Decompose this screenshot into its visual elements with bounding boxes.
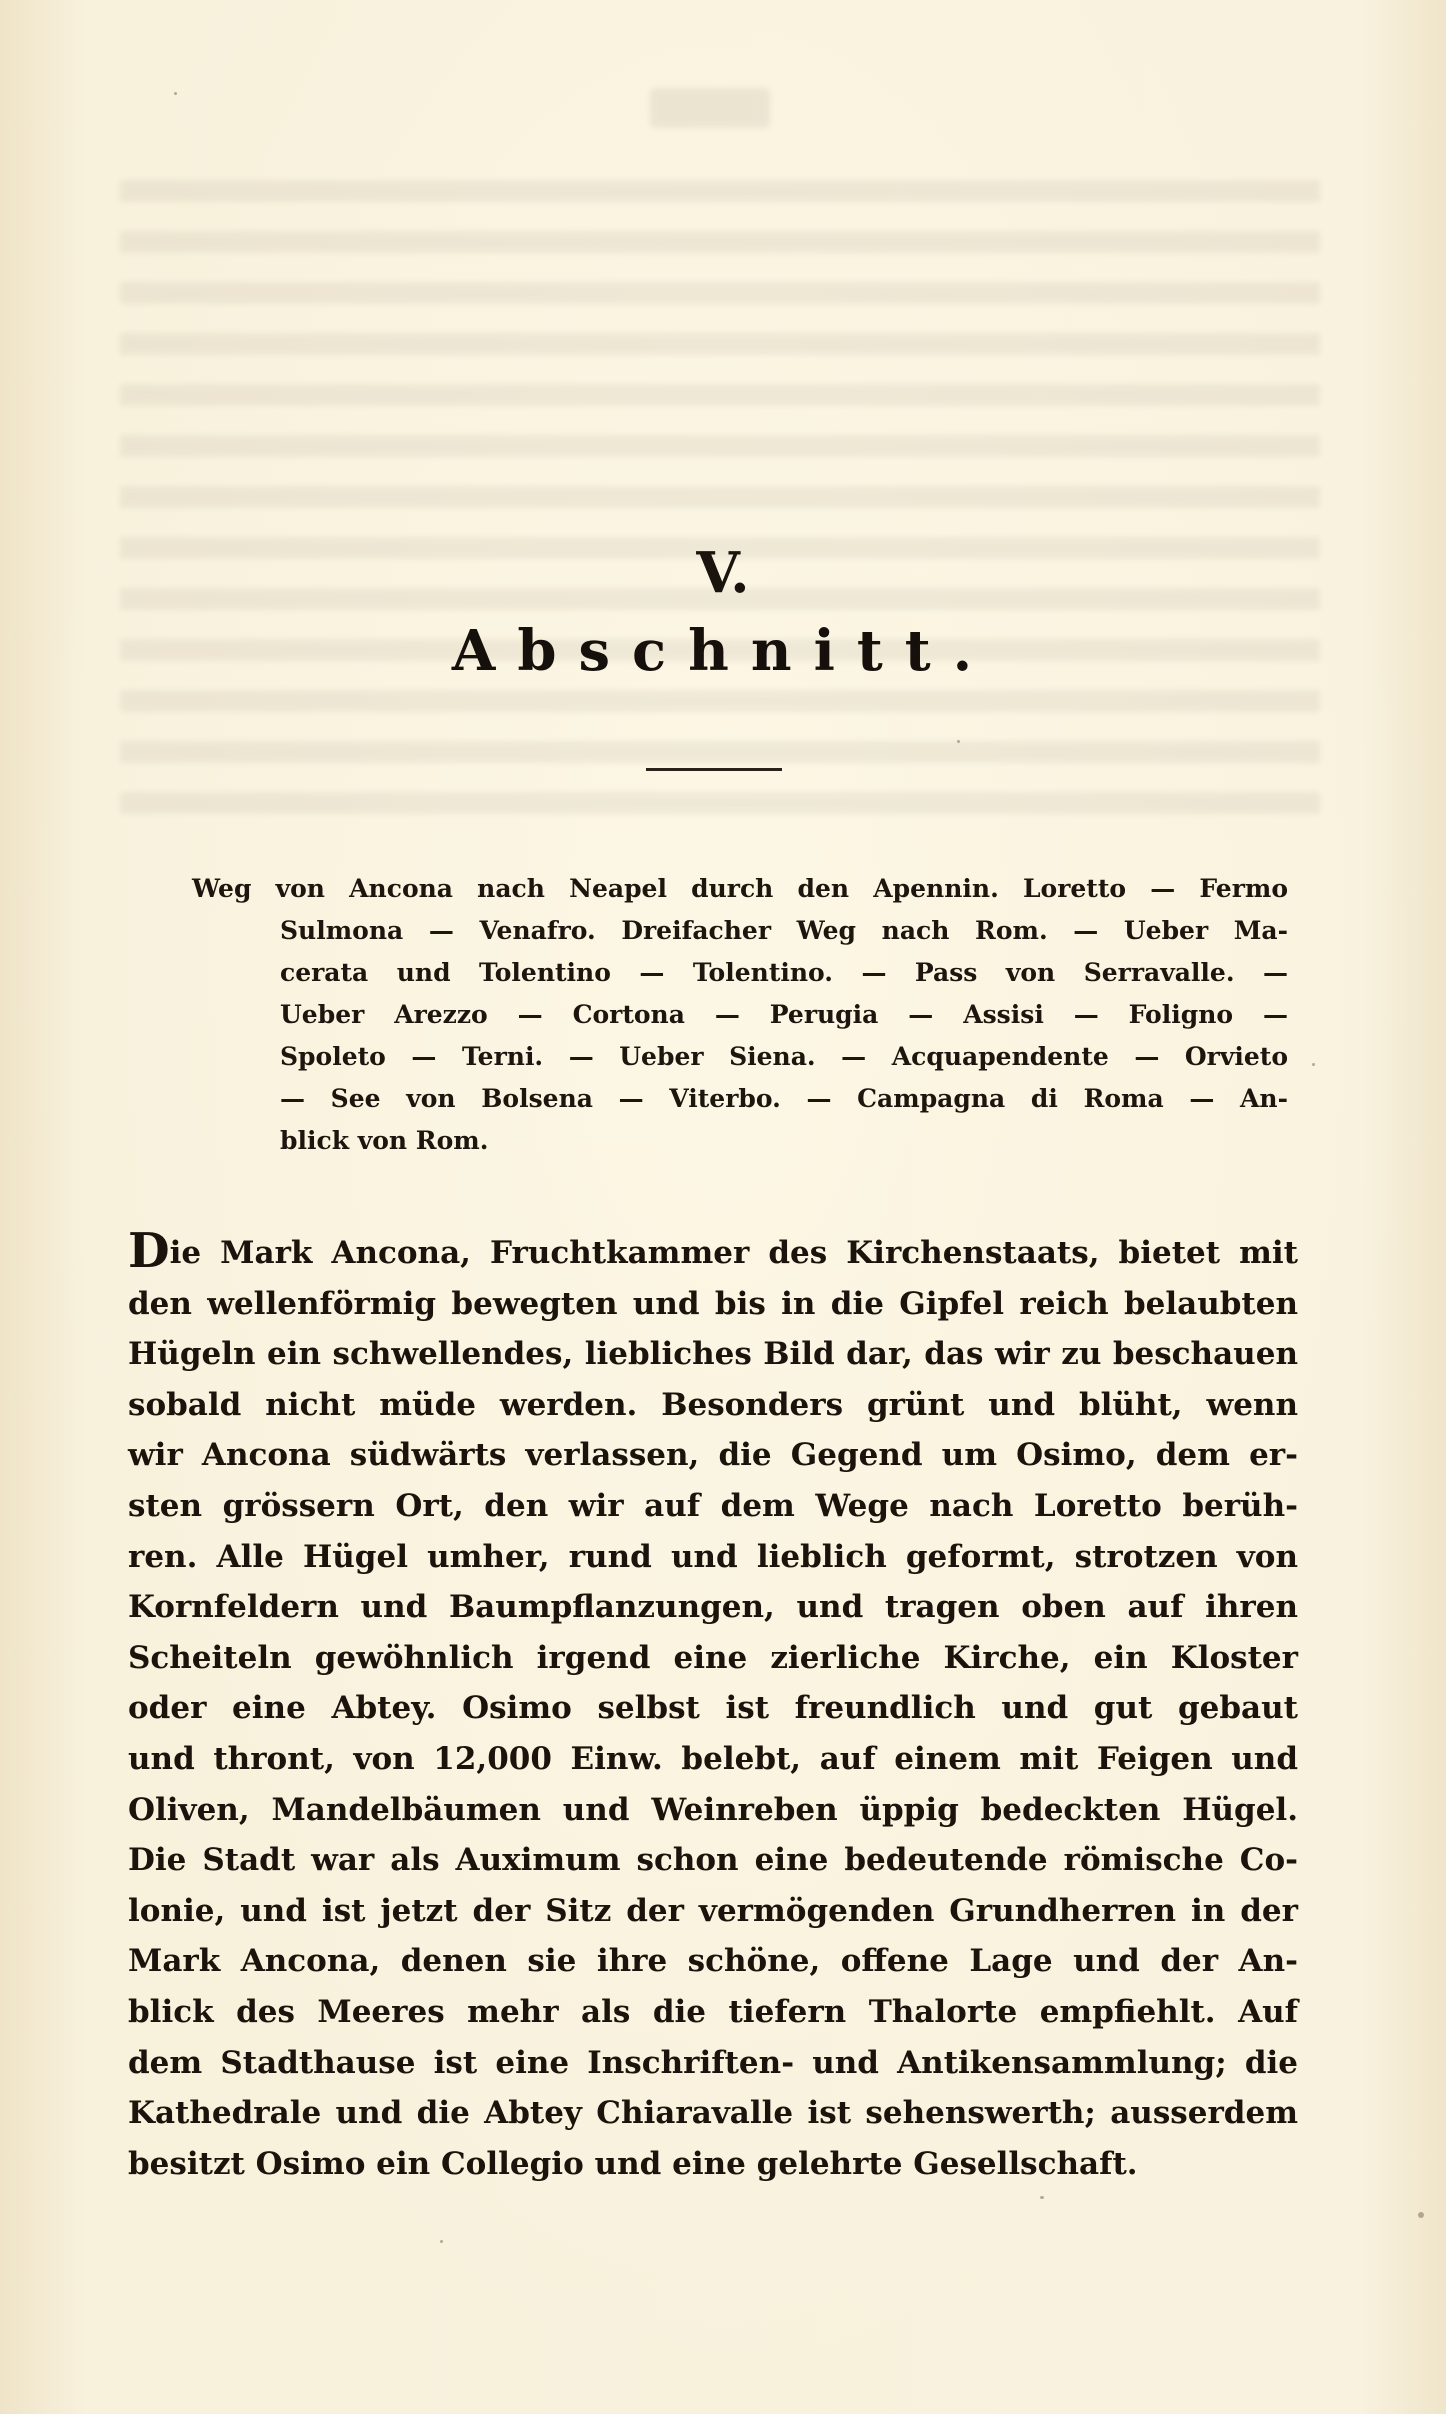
body-line: Oliven, Mandelbäumen und Weinreben üppig bedeckten Hügel. <box>128 1791 1298 1828</box>
bleed-through-text <box>120 180 1320 820</box>
body-line: wir Ancona südwärts verlassen, die Gegend um Osimo, dem er- <box>128 1437 1298 1474</box>
summary-line: Weg von Ancona nach Neapel durch den Apennin. Loretto — Fermo <box>192 874 1288 903</box>
section-number: V. <box>696 540 750 606</box>
body-line: den wellenförmig bewegten und bis in die Gipfel reich belaubten <box>128 1285 1298 1322</box>
chapter-summary <box>192 868 1288 1162</box>
paper-speck <box>1040 2196 1044 2199</box>
body-paragraph <box>128 1223 1298 2189</box>
paper-speck <box>957 740 960 743</box>
body-line: sobald nicht müde werden. Besonders grünt und blüht, wenn <box>128 1386 1298 1423</box>
paper-speck <box>440 2240 443 2243</box>
drop-cap: D <box>128 1223 170 1279</box>
body-line: sten grössern Ort, den wir auf dem Wege nach Loretto berüh- <box>128 1487 1298 1524</box>
body-line: und thront, von 12,000 Einw. belebt, auf einem mit Feigen und <box>128 1740 1298 1777</box>
body-line: Hügeln ein schwellendes, liebliches Bild dar, das wir zu beschauen <box>128 1336 1298 1373</box>
body-line: Mark Ancona, denen sie ihre schöne, offene Lage und der An- <box>128 1943 1298 1980</box>
body-line: Kornfeldern und Baumpflanzungen, und tragen oben auf ihren <box>128 1589 1298 1626</box>
body-line: Scheiteln gewöhnlich irgend eine zierliche Kirche, ein Kloster <box>128 1639 1298 1676</box>
body-line: Die Stadt war als Auximum schon eine bedeutende römische Co- <box>128 1842 1298 1879</box>
body-line: oder eine Abtey. Osimo selbst ist freundlich und gut gebaut <box>128 1690 1298 1727</box>
paper-speck <box>1312 1063 1315 1066</box>
body-first-line <box>128 1223 1298 1279</box>
summary-line: Spoleto — Terni. — Ueber Siena. — Acquapendente — Orvieto <box>280 1042 1288 1071</box>
summary-line: blick von Rom. <box>280 1126 489 1155</box>
heading-divider <box>646 768 782 771</box>
body-line: dem Stadthause ist eine Inschriften- und Antikensammlung; die <box>128 2044 1298 2081</box>
bleed-through-page-number <box>650 88 770 128</box>
body-line: Kathedrale und die Abtey Chiaravalle ist sehenswerth; ausserdem <box>128 2095 1298 2132</box>
section-title: Abschnitt. <box>451 618 995 684</box>
first-line-text: ie Mark Ancona, Fruchtkammer des Kirchenstaats, bietet mit <box>169 1235 1298 1271</box>
body-line: ren. Alle Hügel umher, rund und lieblich geformt, strotzen von <box>128 1538 1298 1575</box>
paper-speck <box>174 92 177 95</box>
summary-line: cerata und Tolentino — Tolentino. — Pass von Serravalle. — <box>280 958 1288 987</box>
body-line: besitzt Osimo ein Collegio und eine gelehrte Gesellschaft. <box>128 2145 1138 2182</box>
paper-speck <box>1418 2212 1424 2218</box>
body-line: blick des Meeres mehr als die tiefern Thalorte empfiehlt. Auf <box>128 1993 1298 2030</box>
body-line: lonie, und ist jetzt der Sitz der vermögenden Grundherren in der <box>128 1892 1298 1929</box>
summary-line: Sulmona — Venafro. Dreifacher Weg nach Rom. — Ueber Ma- <box>280 916 1288 945</box>
summary-line: Ueber Arezzo — Cortona — Perugia — Assisi — Foligno — <box>280 1000 1288 1029</box>
summary-line: — See von Bolsena — Viterbo. — Campagna di Roma — An- <box>280 1084 1288 1113</box>
